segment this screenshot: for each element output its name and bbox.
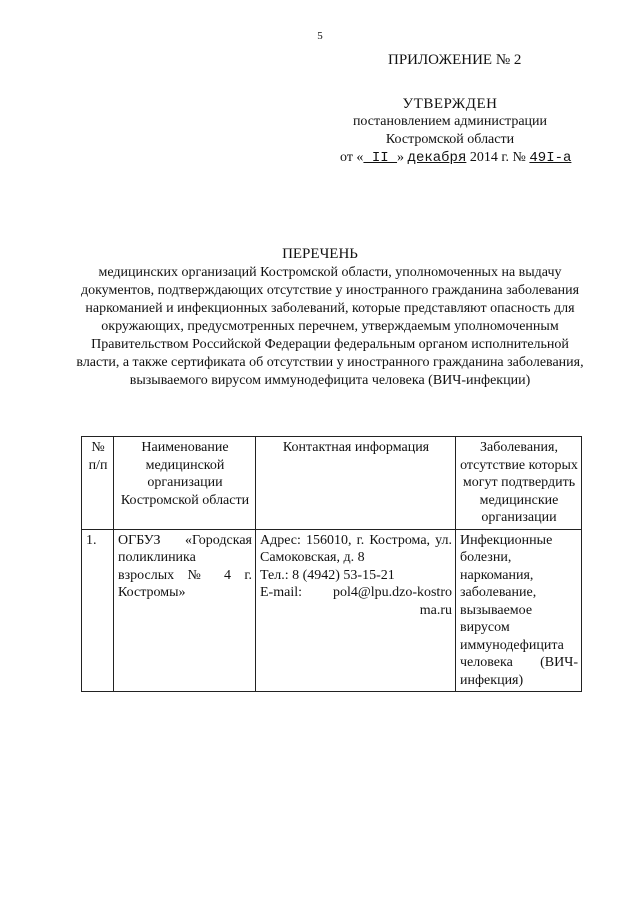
- contact-address: Адрес: 156010, г. Кострома, ул. Самоковская, д. 8: [260, 532, 452, 565]
- header-diseases: Заболевания, отсутствие которых могут подтвердить медицинские организации: [456, 437, 582, 530]
- header-organization: Наименование медицинской организации Костромской области: [114, 437, 256, 530]
- row-number: 1.: [82, 529, 114, 692]
- document-number: 49I-а: [529, 150, 572, 166]
- date-prefix: от «: [340, 150, 364, 165]
- date-day: II: [363, 150, 398, 166]
- email-value: pol4@lpu.dzo-kostroma.ru: [332, 585, 452, 618]
- approved-label: УТВЕРЖДЕН: [402, 96, 498, 112]
- row-contacts: [256, 529, 456, 692]
- email-label: E-mail:: [260, 585, 302, 600]
- row-organization: ОГБУЗ «Городская поликлиника взрослых № 4 г. Костромы»: [114, 529, 256, 692]
- appendix-title: ПРИЛОЖЕНИЕ № 2: [388, 52, 522, 68]
- table-row: [82, 529, 582, 692]
- contact-email: [260, 584, 452, 619]
- header-number: № п/п: [82, 437, 114, 530]
- table-header-row: [82, 437, 582, 530]
- approved-by-line-1: постановлением администрации: [352, 114, 548, 129]
- header-contacts: Контактная информация: [256, 437, 456, 530]
- page-number: 5: [317, 30, 323, 42]
- approved-by-line-2: Костромской области: [385, 132, 515, 147]
- approval-date-line: [340, 149, 570, 167]
- date-month: декабря: [407, 150, 467, 166]
- row-diseases: Инфекционные болезни, наркомания, заболевание, вызываемое вирусом иммунодефицита человека (ВИЧ-инфекция): [456, 529, 582, 692]
- organizations-table: [81, 436, 582, 692]
- contact-phone: Тел.: 8 (4942) 53-15-21: [260, 567, 395, 583]
- date-year: 2014 г. №: [466, 150, 530, 165]
- approval-block: [330, 95, 570, 167]
- list-description: медицинских организаций Костромской области, уполномоченных на выдачу документов, подтверждающих отсутствие у иностранного гражданина заболевания наркоманией и инфекционных заболеваний, которые представляют опасность для окружающих, предусмотренных перечнем, утверждаемым уполномоченным Правительством Российской Федерации федеральным органом исполнительной власти, а также сертификата об отсутствии у иностранного гражданина заболевания, вызываемого вирусом иммунодефицита человека (ВИЧ-инфекции): [76, 265, 584, 388]
- date-mid: »: [397, 150, 405, 165]
- list-heading: ПЕРЕЧЕНЬ: [282, 246, 358, 262]
